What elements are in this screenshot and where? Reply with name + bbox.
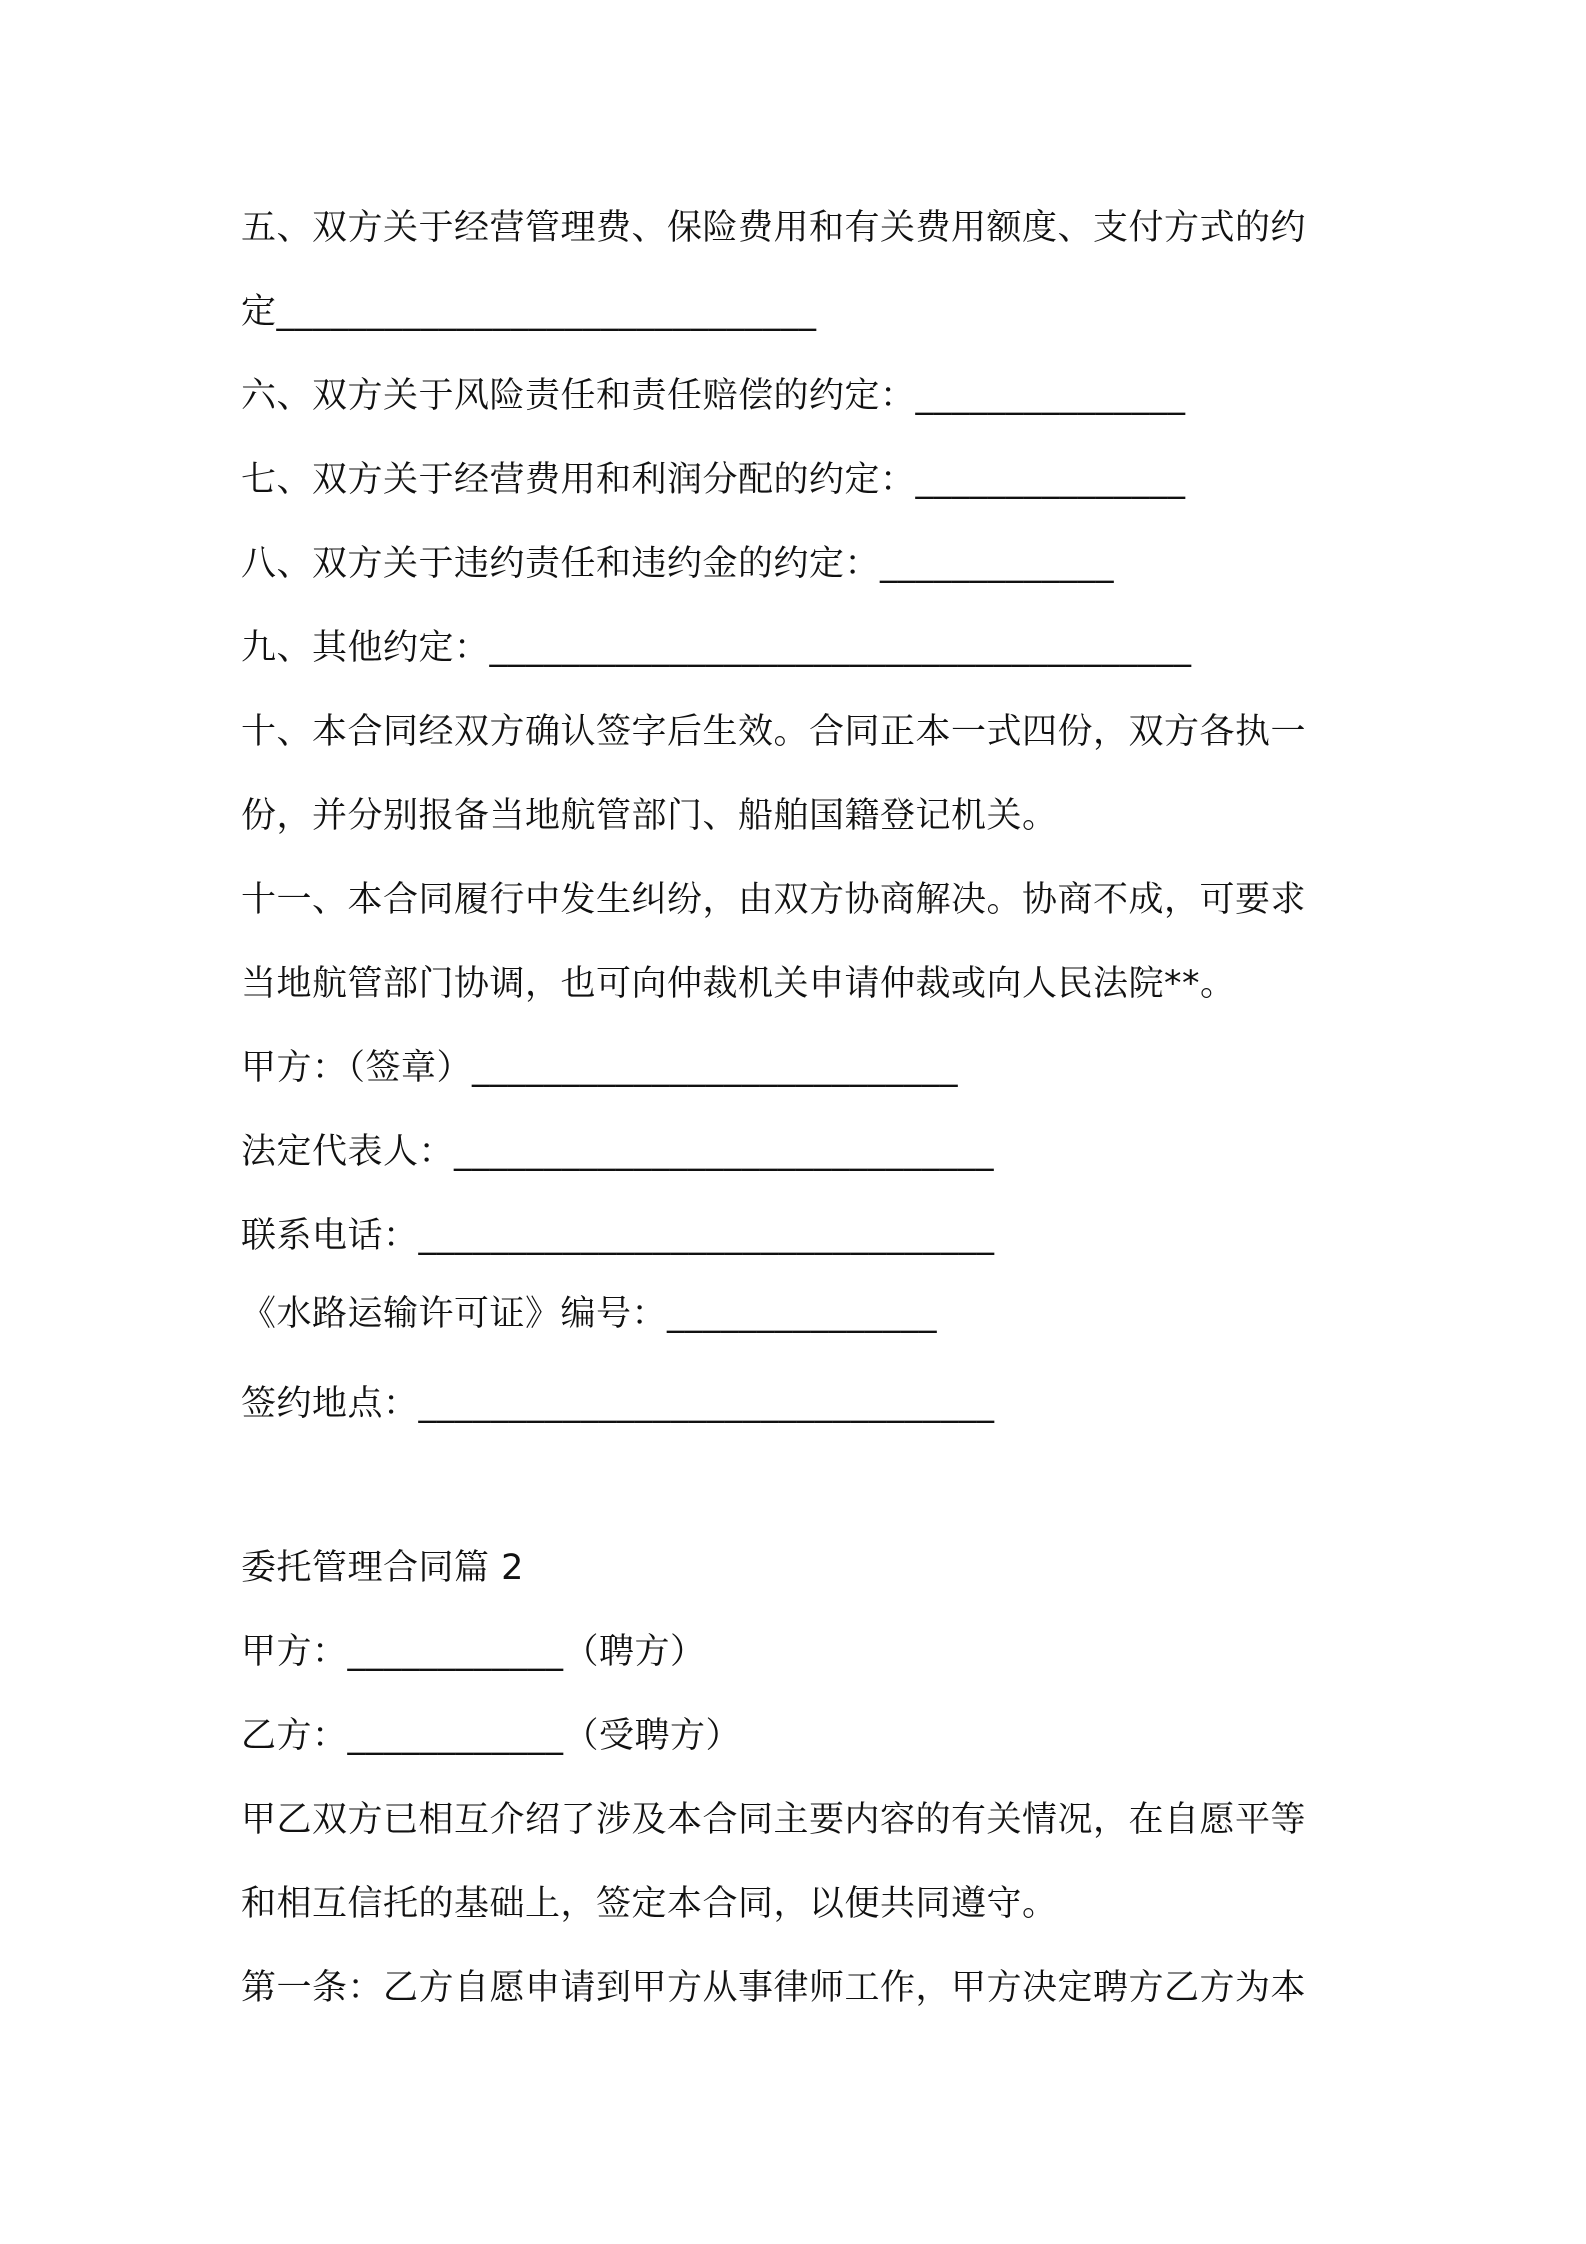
clause-11-line-2: 当地航管部门协调，也可向仲裁机关申请仲裁或向人民法院**。 xyxy=(241,964,1236,1004)
party-a-signature: 甲方：（签章）___________________________ xyxy=(241,1048,959,1088)
clause-10-line-2: 份，并分别报备当地航管部门、船舶国籍登记机关。 xyxy=(241,796,1058,836)
clause-11-line-1: 十一、本合同履行中发生纠纷，由双方协商解决。协商不成，可要求 xyxy=(241,880,1307,920)
signing-location: 签约地点：________________________________ xyxy=(241,1384,995,1424)
clause-8: 八、双方关于违约责任和违约金的约定：_____________ xyxy=(241,544,1115,584)
preamble-line-2: 和相互信托的基础上，签定本合同，以便共同遵守。 xyxy=(241,1884,1058,1924)
clause-7: 七、双方关于经营费用和利润分配的约定：_______________ xyxy=(241,460,1186,500)
article-1-line-1: 第一条：乙方自愿申请到甲方从事律师工作，甲方决定聘方乙方为本 xyxy=(241,1968,1307,2008)
party-b-employee: 乙方：____________（受聘方） xyxy=(241,1716,742,1756)
section-title: 委托管理合同篇 2 xyxy=(241,1548,524,1588)
contact-phone: 联系电话：________________________________ xyxy=(241,1216,995,1256)
legal-representative: 法定代表人：______________________________ xyxy=(241,1132,995,1172)
clause-5-line-2: 定______________________________ xyxy=(241,292,817,332)
clause-5-line-1: 五、双方关于经营管理费、保险费用和有关费用额度、支付方式的约 xyxy=(241,208,1307,248)
clause-10-line-1: 十、本合同经双方确认签字后生效。合同正本一式四份，双方各执一 xyxy=(241,712,1307,752)
clause-9: 九、其他约定：_______________________________________ xyxy=(241,628,1192,668)
transport-license-number: 《水路运输许可证》编号：_______________ xyxy=(241,1294,938,1334)
preamble-line-1: 甲乙双方已相互介绍了涉及本合同主要内容的有关情况，在自愿平等 xyxy=(241,1800,1307,1840)
clause-6: 六、双方关于风险责任和责任赔偿的约定：_______________ xyxy=(241,376,1186,416)
party-a-employer: 甲方：____________（聘方） xyxy=(241,1632,706,1672)
